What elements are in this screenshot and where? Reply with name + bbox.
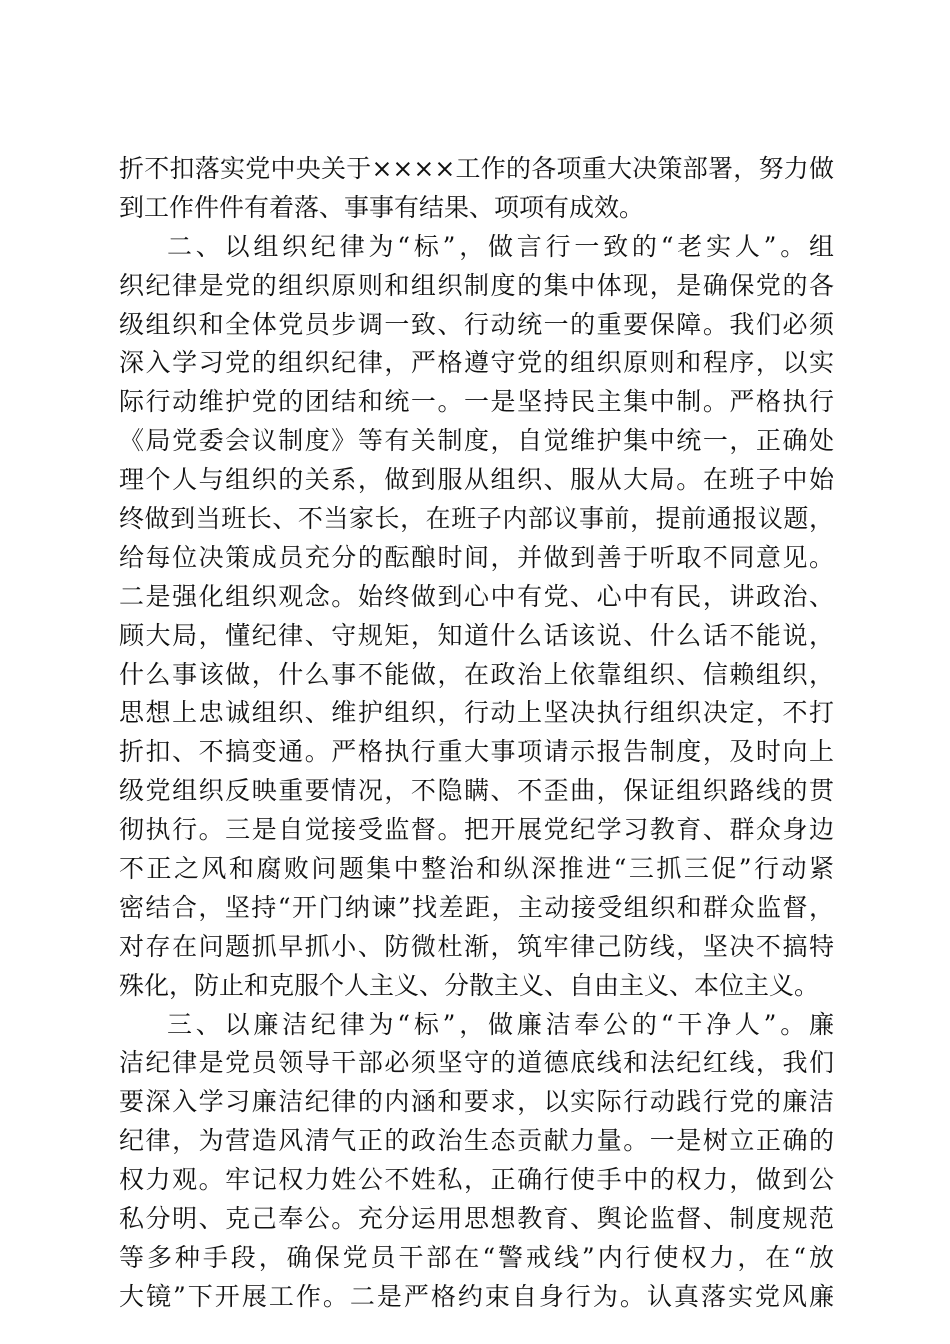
text-line: 不正之风和腐败问题集中整治和纵深推进“三抓三促”行动紧 <box>119 854 834 884</box>
text-line: 深入学习党的组织纪律，严格遵守党的组织原则和程序，以实 <box>119 348 834 378</box>
text-line: 折不扣落实党中央关于××××工作的各项重大决策部署，努力做 <box>119 154 834 183</box>
text-line: 际行动维护党的团结和统一。一是坚持民主集中制。严格执行 <box>119 387 834 417</box>
text-line: 给每位决策成员充分的酝酿时间，并做到善于听取不同意见。 <box>119 542 834 572</box>
text-line: 级组织和全体党员步调一致、行动统一的重要保障。我们必须 <box>119 309 834 339</box>
text-line: 纪律，为营造风清气正的政治生态贡献力量。一是树立正确的 <box>119 1126 834 1156</box>
section-heading-line: 三、以廉洁纪律为“标”，做廉洁奉公的“干净人”。廉 <box>167 1009 834 1039</box>
text-line: 对存在问题抓早抓小、防微杜渐，筑牢律己防线，坚决不搞特 <box>119 931 834 961</box>
text-line: 彻执行。三是自觉接受监督。把开展党纪学习教育、群众身边 <box>119 815 834 845</box>
text-line: 折扣、不搞变通。严格执行重大事项请示报告制度，及时向上 <box>119 737 834 767</box>
text-line: 到工作件件有着落、事事有结果、项项有成效。 <box>119 192 645 222</box>
text-line: 密结合，坚持“开门纳谏”找差距，主动接受组织和群众监督， <box>119 892 834 922</box>
text-line: 要深入学习廉洁纪律的内涵和要求，以实际行动践行党的廉洁 <box>119 1087 834 1117</box>
text-line: 顾大局，懂纪律、守规矩，知道什么话该说、什么话不能说， <box>119 620 834 650</box>
body-text <box>119 150 834 1317</box>
text-line: 私分明、克己奉公。充分运用思想教育、舆论监督、制度规范 <box>119 1204 834 1234</box>
text-line: 二是强化组织观念。始终做到心中有党、心中有民，讲政治、 <box>119 581 834 611</box>
text-line: 织纪律是党的组织原则和组织制度的集中体现，是确保党的各 <box>119 270 834 300</box>
text-line: 大镜”下开展工作。二是严格约束自身行为。认真落实党风廉 <box>119 1281 834 1311</box>
text-line: 权力观。牢记权力姓公不姓私，正确行使手中的权力，做到公 <box>119 1165 834 1195</box>
section-heading-line: 二、以组织纪律为“标”，做言行一致的“老实人”。组 <box>167 231 834 261</box>
text-line: 等多种手段，确保党员干部在“警戒线”内行使权力，在“放 <box>119 1242 834 1272</box>
text-line: 《局党委会议制度》等有关制度，自觉维护集中统一，正确处 <box>119 426 834 456</box>
text-line: 思想上忠诚组织、维护组织，行动上坚决执行组织决定，不打 <box>119 698 834 728</box>
text-line: 终做到当班长、不当家长，在班子内部议事前，提前通报议题， <box>119 504 834 534</box>
text-line: 殊化，防止和克服个人主义、分散主义、自由主义、本位主义。 <box>119 970 820 1000</box>
text-line: 理个人与组织的关系，做到服从组织、服从大局。在班子中始 <box>119 465 834 495</box>
text-line: 级党组织反映重要情况，不隐瞒、不歪曲，保证组织路线的贯 <box>119 776 834 806</box>
text-line: 洁纪律是党员领导干部必须坚守的道德底线和法纪红线，我们 <box>119 1048 834 1078</box>
text-line: 什么事该做，什么事不能做，在政治上依靠组织、信赖组织， <box>119 659 834 689</box>
